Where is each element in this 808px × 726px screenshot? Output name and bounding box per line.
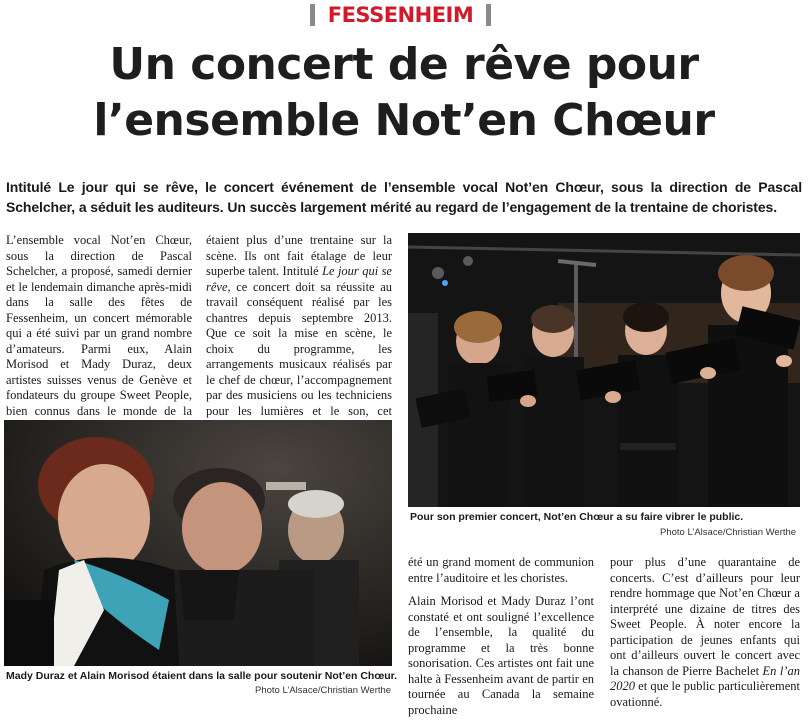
article-column-4: [610, 555, 800, 710]
song-title-italic: En l’an 2020: [610, 663, 800, 693]
headline-line-2: l’ensemble Not’en Chœur: [93, 95, 715, 146]
column-4-text-a: pour plus d’une quarantaine de concerts. C’est d’ailleurs pour leur rendre hommage que Not’en Chœur a interprété une dizaine de titres des Sweet People. À noter encore la participation de jeunes enfants qui ont d’ailleurs ouvert le concert avec la chanson de Pierre Bachelet: [610, 555, 800, 678]
choir-photo-illustration: [408, 233, 800, 507]
article-column-1: L’ensemble vocal Not’en Chœur, sous la direction de Pascal Schelcher, a proposé, samedi dernier et le lendemain dimanche après-midi dans la salle des fêtes de Fessenheim, un concert mémorable qui a été suivi par un grand nombre d’amateurs. Parmi eux, Alain Morisod et Mady Duraz, deux artistes suisses venus de Genève et fondateurs du groupe Sweet People, bien connus dans le monde de la: [6, 233, 192, 418]
photo-audience-caption: Mady Duraz et Alain Morisod étaient dans la salle pour soutenir Not’en Chœur.: [6, 670, 398, 682]
article-column-3: [408, 555, 594, 726]
kicker-bar-right: [486, 4, 491, 26]
column-2-text-a: étaient plus d’une trentaine sur la scène. Ils ont fait étalage de leur superbe talent. Intitulé: [206, 233, 392, 278]
photo-choir: [408, 233, 800, 507]
audience-photo-illustration: [4, 420, 392, 666]
column-2-text-b: , ce concert doit sa réussite au travail conséquent réalisé par les chantres depuis septembre 2013. Que ce soit la mise en scène, le choix du programme, les arrangements musicaux réalisés par le chef de chœur, l’accompagnement par des musiciens ou les techniciens pour les lumières et le son, cet: [206, 279, 392, 418]
photo-audience: [4, 420, 392, 666]
photo-choir-credit: Photo L’Alsace/Christian Werthe: [660, 527, 797, 538]
column-3-paragraph-2: Alain Morisod et Mady Duraz l’ont constaté et ont souligné l’excellence de l’ensemble, la qualité du programme et la très bonne sonorisation. Ces artistes ont fait une halte à Fessenheim avant de partir en tournée au Canada la semaine prochaine: [408, 594, 594, 717]
photo-choir-caption: Pour son premier concert, Not’en Chœur a su faire vibrer le public.: [410, 511, 744, 523]
column-4-text-b: et que le public particulièrement ovationné.: [610, 679, 800, 709]
kicker-location: FESSENHEIM: [327, 3, 474, 27]
column-3-paragraph-1: été un grand moment de communion entre l’auditoire et les choristes.: [408, 555, 594, 585]
headline-line-1: Un concert de rêve pour: [109, 39, 699, 90]
photo-audience-credit: Photo L’Alsace/Christian Werthe: [255, 685, 392, 696]
concert-title-italic: Le jour qui se rêve: [206, 264, 392, 294]
article-lead: Intitulé Le jour qui se rêve, le concert événement de l’ensemble vocal Not’en Chœur, sous la direction de Pascal Schelcher, a séduit les auditeurs. Un succès largement mérité au regard de l’engagement de la trentaine de choristes.: [6, 179, 802, 215]
article-column-2: [206, 233, 392, 435]
